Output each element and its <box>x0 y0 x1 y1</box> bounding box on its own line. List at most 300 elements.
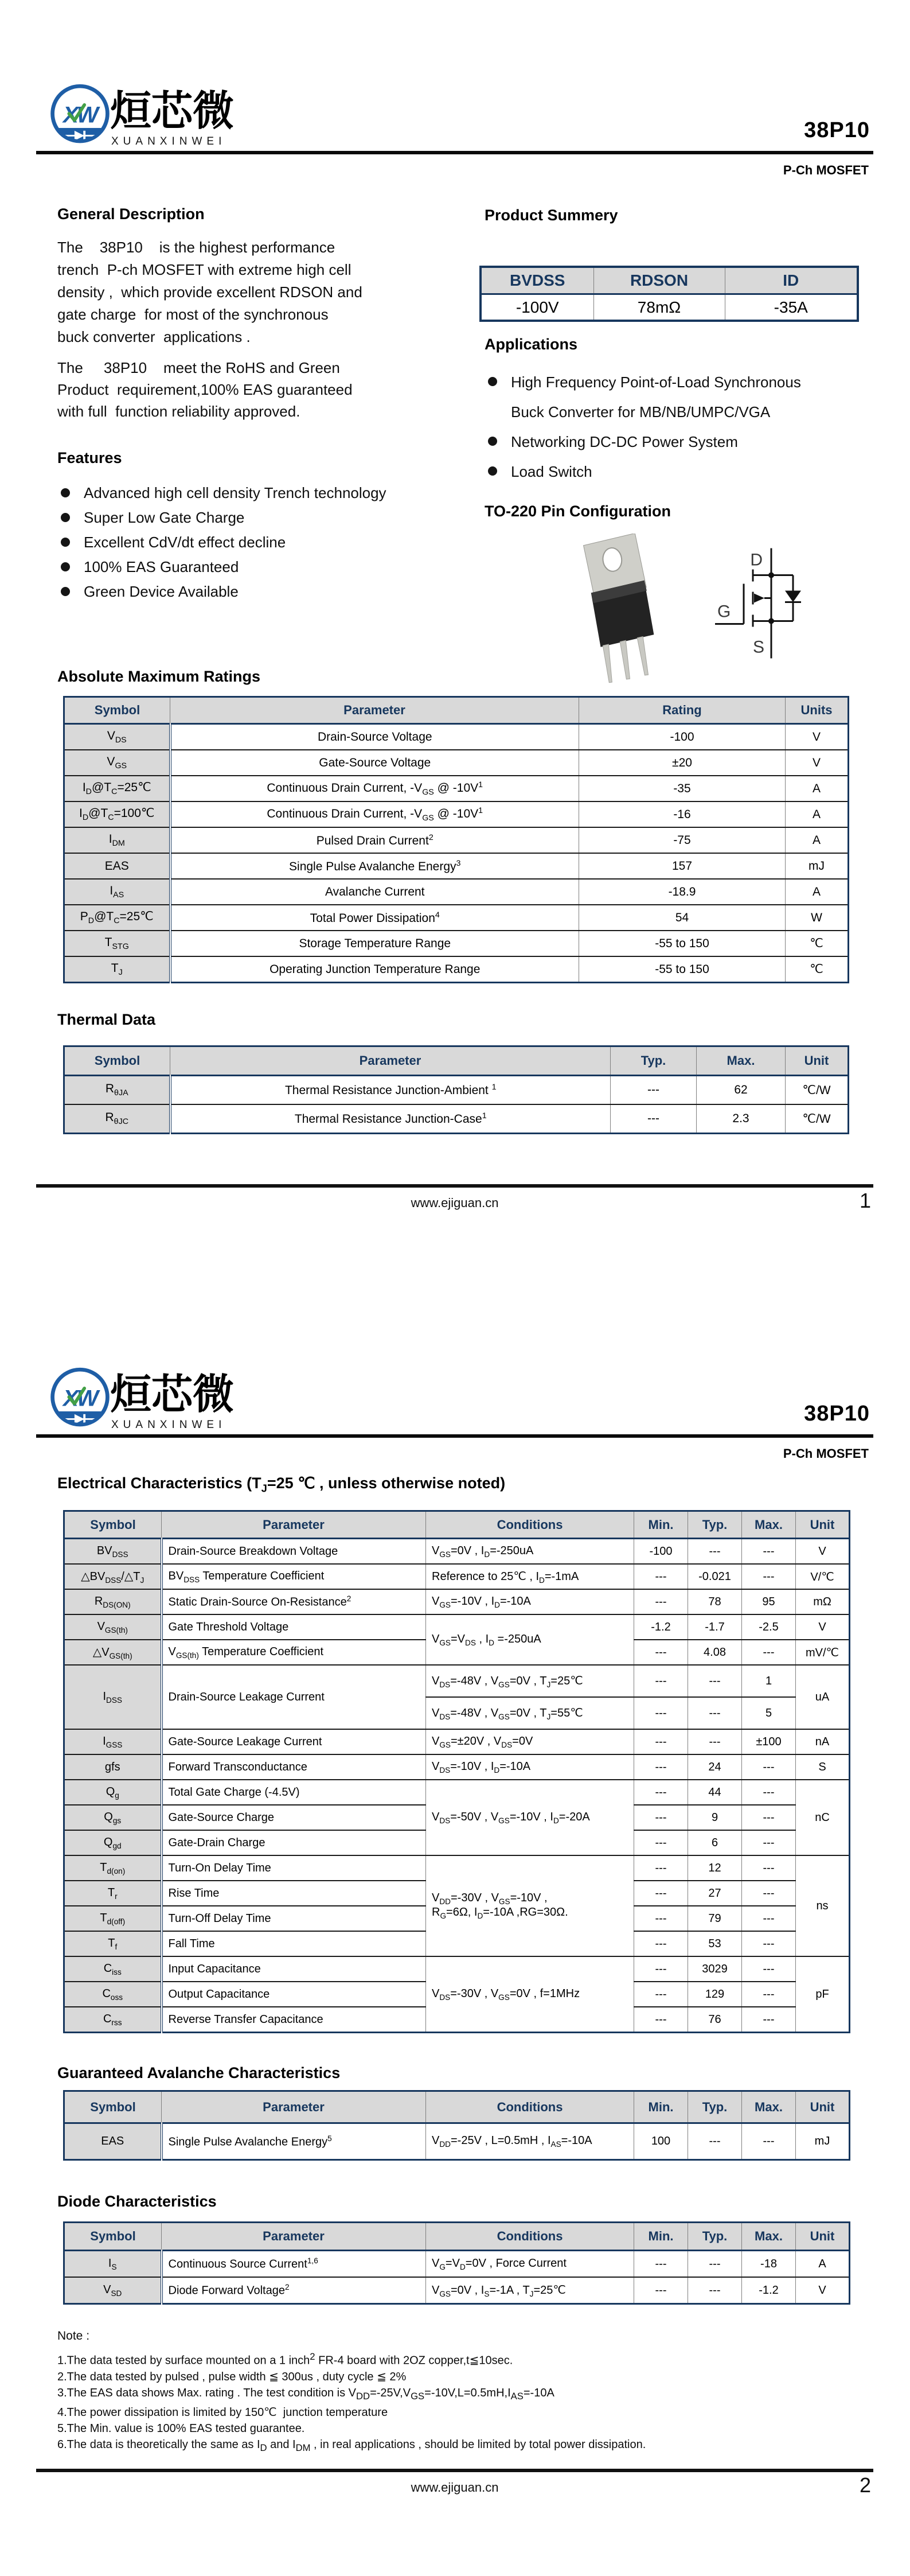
table-cell: Continuous Drain Current, $-V_{GS}$ @ $-10V^1$ <box>170 776 579 801</box>
table-cell: $T_{d(on)}$ <box>64 1855 162 1881</box>
table-cell: Gate-Drain Charge <box>162 1830 426 1855</box>
column-header: Symbol <box>64 1511 162 1539</box>
column-header: Parameter <box>162 2223 426 2251</box>
table-cell: 3029 <box>688 1956 742 1982</box>
table-cell: -55 to 150 <box>579 931 786 956</box>
text-line: Green Device Available <box>84 583 239 600</box>
table-cell: A <box>786 801 849 827</box>
text-line: Networking DC-DC Power System <box>511 433 738 450</box>
table-cell: --- <box>634 1665 688 1697</box>
device-subtitle: P-Ch MOSFET <box>783 163 869 177</box>
table-cell: -35A <box>725 294 858 321</box>
notes-title: Note : <box>57 2329 90 2342</box>
column-header: ID <box>725 267 858 294</box>
table-cell: 5 <box>742 1697 796 1729</box>
table-cell: Drain-Source Leakage Current <box>162 1665 426 1729</box>
table-cell: W <box>786 905 849 931</box>
table-cell: 76 <box>688 2007 742 2033</box>
table-cell: V <box>796 1539 850 1565</box>
note-line: 2.The data tested by pulsed , pulse width ≦ 300us , duty cycle ≦ 2% <box>57 2370 407 2383</box>
table-cell: --- <box>634 1931 688 1956</box>
column-header: Typ. <box>688 2223 742 2251</box>
table-cell: -55 to 150 <box>579 956 786 983</box>
column-header: Symbol <box>64 2223 162 2251</box>
table-cell: 9 <box>688 1805 742 1830</box>
table-cell: nC <box>796 1780 850 1855</box>
column-header: Min. <box>634 1511 688 1539</box>
column-header: Typ. <box>611 1046 697 1076</box>
text-line: The 38P10 meet the RoHS and Green <box>57 359 340 376</box>
table-cell: --- <box>634 1564 688 1589</box>
column-header: Parameter <box>162 2091 426 2123</box>
brand-chinese-text: 烜芯微 <box>110 88 235 134</box>
product-summary-title: Product Summery <box>485 207 618 224</box>
footer-url: www.ejiguan.cn <box>411 2480 499 2495</box>
table-cell: --- <box>688 2123 742 2160</box>
pin-label-gate: G <box>717 602 731 621</box>
text-line: Product requirement,100% EAS guaranteed <box>57 381 353 398</box>
thermal-title: Thermal Data <box>57 1011 156 1028</box>
table-cell: Forward Transconductance <box>162 1754 426 1780</box>
table-cell: $T_{STG}$ <box>64 931 170 956</box>
table-cell: ℃ <box>786 931 849 956</box>
column-header: Conditions <box>426 2091 634 2123</box>
table-cell: --- <box>688 1729 742 1754</box>
text-line: Load Switch <box>511 463 592 480</box>
column-header: Parameter <box>170 1046 611 1076</box>
table-cell: Continuous Drain Current, $-V_{GS}$ @ $-10V^1$ <box>170 801 579 827</box>
device-subtitle: P-Ch MOSFET <box>783 1446 869 1461</box>
table-cell: A <box>796 2251 850 2278</box>
diode-title: Diode Characteristics <box>57 2193 217 2210</box>
table-cell: --- <box>688 1665 742 1697</box>
brand-logo-icon <box>47 1365 113 1433</box>
table-cell: --- <box>688 2251 742 2278</box>
table-cell: --- <box>688 1697 742 1729</box>
table-cell: $P_D@T_C=25℃$ <box>64 905 170 931</box>
electrical-table <box>63 1510 850 2033</box>
table-cell: $V_{DD}=-30V$ , $V_{GS}=-10V$ , $R_G=6\Omega$, $I_D=-10A$ ,RG=30Ω. <box>426 1855 634 1956</box>
text-line: 100% EAS Guaranteed <box>84 558 239 575</box>
table-cell: Drain-Source Breakdown Voltage <box>162 1539 426 1565</box>
column-header: Min. <box>634 2223 688 2251</box>
table-cell: Reference to 25℃ , $I_D=-1mA$ <box>426 1564 634 1589</box>
text-line: with full function reliability approved. <box>57 403 300 420</box>
column-header: BVDSS <box>481 267 593 294</box>
table-cell: Thermal Resistance Junction-Case$^1$ <box>170 1104 611 1134</box>
applications-title: Applications <box>485 336 578 353</box>
table-cell: $\triangle V_{GS(th)}$ <box>64 1640 162 1665</box>
brand-latin-text: XUANXINWEI <box>111 1419 226 1431</box>
column-header: Symbol <box>64 2091 162 2123</box>
table-cell: $I_{DSS}$ <box>64 1665 162 1729</box>
table-cell: ±20 <box>579 750 786 776</box>
column-header: Symbol <box>64 1046 170 1076</box>
table-cell: -18 <box>742 2251 796 2278</box>
list-item <box>485 367 874 427</box>
table-cell: $V_{DD}=-25V$ , L=0.5mH , $I_{AS}=-10A$ <box>426 2123 634 2160</box>
table-cell: $I_{AS}$ <box>64 879 170 905</box>
table-cell: $BV_{DSS}$ <box>64 1539 162 1565</box>
table-cell: --- <box>634 1780 688 1805</box>
table-cell: ns <box>796 1855 850 1956</box>
column-header: Unit <box>796 1511 850 1539</box>
footer-rule <box>36 2469 873 2472</box>
column-header: Symbol <box>64 697 170 724</box>
table-cell: --- <box>634 2277 688 2304</box>
table-cell: --- <box>688 1539 742 1565</box>
table-cell: $R_{\theta JC}$ <box>64 1104 170 1134</box>
column-header: Parameter <box>170 697 579 724</box>
table-cell: $R_{DS(ON)}$ <box>64 1589 162 1614</box>
general-description-title: General Description <box>57 205 205 223</box>
table-cell: 95 <box>742 1589 796 1614</box>
column-header: Unit <box>796 2091 850 2123</box>
table-cell: -35 <box>579 776 786 801</box>
to220-package-photo <box>573 534 662 686</box>
table-cell: --- <box>634 1956 688 1982</box>
table-cell: $V_{GS(th)}$ <box>64 1614 162 1640</box>
table-cell: 78mΩ <box>593 294 725 321</box>
table-cell: $V_{DS}=-30V$ , $V_{GS}=0V$ , f=1MHz <box>426 1956 634 2033</box>
general-description-para-2 <box>57 357 401 422</box>
table-cell: S <box>796 1754 850 1780</box>
table-cell: V/℃ <box>796 1564 850 1589</box>
column-header: Conditions <box>426 1511 634 1539</box>
table-cell: 1 <box>742 1665 796 1697</box>
column-header: Max. <box>697 1046 786 1076</box>
table-cell: $V_{GS}$ <box>64 750 170 776</box>
brand-latin-text: XUANXINWEI <box>111 135 226 147</box>
table-cell: Input Capacitance <box>162 1956 426 1982</box>
column-header: Unit <box>786 1046 849 1076</box>
table-cell: -2.5 <box>742 1614 796 1640</box>
table-cell: --- <box>742 2007 796 2033</box>
table-cell: $V_{SD}$ <box>64 2277 162 2304</box>
list-item <box>57 579 424 604</box>
text-line: Excellent CdV/dt effect decline <box>84 534 286 551</box>
text-line: buck converter applications . <box>57 328 251 345</box>
text-line: gate charge for most of the synchronous <box>57 306 329 323</box>
table-cell: ℃ <box>786 956 849 983</box>
table-cell: $Q_g$ <box>64 1780 162 1805</box>
table-cell: $I_{GSS}$ <box>64 1729 162 1754</box>
table-cell: 129 <box>688 1982 742 2007</box>
part-number-title: 38P10 <box>804 1402 870 1426</box>
table-cell: mJ <box>796 2123 850 2160</box>
table-cell: --- <box>634 1881 688 1906</box>
table-cell: $T_r$ <box>64 1881 162 1906</box>
table-cell: V <box>786 724 849 750</box>
table-cell: --- <box>634 1855 688 1881</box>
table-cell: Static Drain-Source On-Resistance$^2$ <box>162 1589 426 1614</box>
column-header: Conditions <box>426 2223 634 2251</box>
note-line: 6.The data is theoretically the same as $I_D$ and $I_{DM}$ , in real applications , should be limited by total power dissipation. <box>57 2438 646 2453</box>
table-cell: Pulsed Drain Current$^2$ <box>170 827 579 853</box>
column-header: Min. <box>634 2091 688 2123</box>
product-summary-table <box>479 266 859 322</box>
table-cell: --- <box>611 1104 697 1134</box>
general-description-para-1 <box>57 236 401 348</box>
table-cell: --- <box>742 1640 796 1665</box>
electrical-title: Electrical Characteristics ($T_J=25$ ℃ , unless otherwise noted) <box>57 1474 506 1495</box>
table-cell: $I_D@T_C=100℃$ <box>64 801 170 827</box>
header-rule <box>36 151 873 154</box>
table-cell: -100V <box>481 294 593 321</box>
header-rule <box>36 1434 873 1438</box>
table-cell: --- <box>742 1881 796 1906</box>
table-cell: Operating Junction Temperature Range <box>170 956 579 983</box>
table-cell: --- <box>742 1906 796 1931</box>
table-cell: uA <box>796 1665 850 1729</box>
table-cell: gfs <box>64 1754 162 1780</box>
column-header: Parameter <box>162 1511 426 1539</box>
table-cell: Continuous Source Current$^{1,6}$ <box>162 2251 426 2278</box>
table-cell: Avalanche Current <box>170 879 579 905</box>
text-line: Advanced high cell density Trench technology <box>84 484 386 501</box>
column-header: RDSON <box>593 267 725 294</box>
list-item <box>57 481 424 505</box>
table-cell: Reverse Transfer Capacitance <box>162 2007 426 2033</box>
table-cell: 62 <box>697 1076 786 1105</box>
table-cell: EAS <box>64 853 170 879</box>
table-cell: $I_D@T_C=25℃$ <box>64 776 170 801</box>
table-cell: --- <box>742 1564 796 1589</box>
page-number: 2 <box>859 2473 871 2497</box>
table-cell: $T_{d(off)}$ <box>64 1906 162 1931</box>
pin-config-title: TO-220 Pin Configuration <box>485 503 671 520</box>
footer-url: www.ejiguan.cn <box>411 1196 499 1210</box>
table-cell: -1.7 <box>688 1614 742 1640</box>
table-cell: $\triangle BV_{DSS}/\triangle T_J$ <box>64 1564 162 1589</box>
table-cell: 12 <box>688 1855 742 1881</box>
table-cell: Fall Time <box>162 1931 426 1956</box>
table-cell: $V_{DS}=-10V$ , $I_D=-10A$ <box>426 1754 634 1780</box>
table-cell: --- <box>634 1754 688 1780</box>
diode-table <box>63 2221 850 2305</box>
table-cell: ℃/W <box>786 1076 849 1105</box>
table-cell: $I_{DM}$ <box>64 827 170 853</box>
note-line: 5.The Min. value is 100% EAS tested guarantee. <box>57 2422 305 2435</box>
text-line: density , which provide excellent RDSON and <box>57 283 362 301</box>
table-cell: $V_{DS}$ <box>64 724 170 750</box>
text-line: The 38P10 is the highest performance <box>57 239 335 256</box>
table-cell: $V_{DS}=-50V$ , $V_{GS}=-10V$ , $I_D=-20A$ <box>426 1780 634 1855</box>
table-cell: --- <box>742 1830 796 1855</box>
abs-max-title: Absolute Maximum Ratings <box>57 668 261 685</box>
list-item <box>57 555 424 579</box>
table-cell: $T_J$ <box>64 956 170 983</box>
table-cell: --- <box>742 1956 796 1982</box>
table-cell: 27 <box>688 1881 742 1906</box>
mosfet-symbol-diagram <box>702 542 811 666</box>
table-cell: --- <box>634 1805 688 1830</box>
table-cell: --- <box>742 1805 796 1830</box>
table-cell: Diode Forward Voltage$^2$ <box>162 2277 426 2304</box>
svg-text:XW: XW <box>63 1385 97 1411</box>
avalanche-title: Guaranteed Avalanche Characteristics <box>57 2064 341 2081</box>
table-cell: $V_{DS}=-48V$ , $V_{GS}=0V$ , $T_J=55℃$ <box>426 1697 634 1729</box>
table-cell: Storage Temperature Range <box>170 931 579 956</box>
table-cell: $V_{GS}=0V$ , $I_S=-1A$ , $T_J=25℃$ <box>426 2277 634 2304</box>
table-cell: Total Power Dissipation$^4$ <box>170 905 579 931</box>
table-cell: 54 <box>579 905 786 931</box>
table-cell: A <box>786 879 849 905</box>
table-cell: Gate-Source Leakage Current <box>162 1729 426 1754</box>
table-cell: --- <box>634 1697 688 1729</box>
table-cell: 157 <box>579 853 786 879</box>
column-header: Typ. <box>688 2091 742 2123</box>
table-cell: -1.2 <box>634 1614 688 1640</box>
table-cell: 6 <box>688 1830 742 1855</box>
text-line: Super Low Gate Charge <box>84 509 245 526</box>
table-cell: A <box>786 827 849 853</box>
table-cell: --- <box>742 1780 796 1805</box>
table-cell: $C_{iss}$ <box>64 1956 162 1982</box>
table-cell: $V_{GS(th)}$ Temperature Coefficient <box>162 1640 426 1665</box>
note-line: 3.The EAS data shows Max. rating . The test condition is $V_{DD}=-25V,V_{GS}=-10V,L=0.5mH,I_{AS}=-10A$ <box>57 2386 554 2402</box>
list-item <box>57 505 424 530</box>
applications-list <box>485 367 874 487</box>
table-cell: --- <box>742 1754 796 1780</box>
table-cell: $V_{GS}=V_{DS}$ , $I_D =-250uA$ <box>426 1614 634 1665</box>
table-cell: --- <box>742 1539 796 1565</box>
text-line: trench P-ch MOSFET with extreme high cell <box>57 261 351 278</box>
table-cell: V <box>796 2277 850 2304</box>
table-cell: $V_{GS}=-10V$ , $I_D=-10A$ <box>426 1589 634 1614</box>
table-cell: Rise Time <box>162 1881 426 1906</box>
table-cell: mV/℃ <box>796 1640 850 1665</box>
table-cell: -0.021 <box>688 1564 742 1589</box>
notes-list <box>57 2349 849 2456</box>
table-cell: Total Gate Charge (-4.5V) <box>162 1780 426 1805</box>
table-cell: -100 <box>579 724 786 750</box>
text-line: High Frequency Point-of-Load Synchronous <box>511 373 801 391</box>
list-item <box>57 530 424 555</box>
table-cell: --- <box>634 2007 688 2033</box>
avalanche-table <box>63 2090 850 2161</box>
table-cell: 100 <box>634 2123 688 2160</box>
table-cell: -18.9 <box>579 879 786 905</box>
table-cell: 2.3 <box>697 1104 786 1134</box>
features-title: Features <box>57 449 122 466</box>
column-header: Max. <box>742 2091 796 2123</box>
table-cell: --- <box>634 1729 688 1754</box>
column-header: Max. <box>742 2223 796 2251</box>
table-cell: --- <box>634 2251 688 2278</box>
table-cell: pF <box>796 1956 850 2033</box>
table-cell: $BV_{DSS}$ Temperature Coefficient <box>162 1564 426 1589</box>
table-cell: --- <box>611 1076 697 1105</box>
table-cell: $T_f$ <box>64 1931 162 1956</box>
table-cell: Turn-On Delay Time <box>162 1855 426 1881</box>
table-cell: --- <box>634 1982 688 2007</box>
brand-logo-icon <box>47 81 113 149</box>
table-cell: 44 <box>688 1780 742 1805</box>
column-header: Typ. <box>688 1511 742 1539</box>
table-cell: Gate-Source Voltage <box>170 750 579 776</box>
features-list <box>57 481 424 604</box>
table-cell: 53 <box>688 1931 742 1956</box>
table-cell: $V_{DS}=-48V$ , $V_{GS}=0V$ , $T_J=25℃$ <box>426 1665 634 1697</box>
table-cell: --- <box>634 1640 688 1665</box>
table-cell: --- <box>634 1589 688 1614</box>
table-cell: Turn-Off Delay Time <box>162 1906 426 1931</box>
abs-max-table <box>63 696 849 983</box>
table-cell: -100 <box>634 1539 688 1565</box>
table-cell: ℃/W <box>786 1104 849 1134</box>
page-number: 1 <box>859 1189 871 1212</box>
list-item <box>485 427 874 457</box>
table-cell: --- <box>742 1982 796 2007</box>
table-cell: $Q_{gd}$ <box>64 1830 162 1855</box>
column-header: Rating <box>579 697 786 724</box>
table-cell: --- <box>688 2277 742 2304</box>
pin-label-source: S <box>752 637 764 657</box>
table-cell: $V_G=V_D=0V$ , Force Current <box>426 2251 634 2278</box>
thermal-table <box>63 1045 849 1134</box>
footer-rule <box>36 1184 873 1188</box>
table-cell: Thermal Resistance Junction-Ambient $^1$ <box>170 1076 611 1105</box>
table-cell: --- <box>634 1830 688 1855</box>
column-header: Units <box>786 697 849 724</box>
table-cell: $R_{\theta JA}$ <box>64 1076 170 1105</box>
table-cell: -16 <box>579 801 786 827</box>
table-cell: --- <box>742 1855 796 1881</box>
table-cell: Drain-Source Voltage <box>170 724 579 750</box>
table-cell: $V_{GS}=\pm 20V$ , $V_{DS}=0V$ <box>426 1729 634 1754</box>
pin-label-drain: D <box>750 550 763 570</box>
table-cell: --- <box>742 2123 796 2160</box>
table-cell: 24 <box>688 1754 742 1780</box>
table-cell: $C_{rss}$ <box>64 2007 162 2033</box>
table-cell: --- <box>634 1906 688 1931</box>
column-header: Max. <box>742 1511 796 1539</box>
table-cell: A <box>786 776 849 801</box>
text-line: Buck Converter for MB/NB/UMPC/VGA <box>511 403 771 421</box>
table-cell: Output Capacitance <box>162 1982 426 2007</box>
table-cell: Gate-Source Charge <box>162 1805 426 1830</box>
brand-chinese-text: 烜芯微 <box>110 1372 235 1418</box>
table-cell: $V_{GS}=0V$ , $I_D=-250uA$ <box>426 1539 634 1565</box>
svg-text:XW: XW <box>63 102 97 128</box>
table-cell: EAS <box>64 2123 162 2160</box>
table-cell: Gate Threshold Voltage <box>162 1614 426 1640</box>
table-cell: ±100 <box>742 1729 796 1754</box>
table-cell: V <box>796 1614 850 1640</box>
note-line: 1.The data tested by surface mounted on a 1 inch$^2$ FR-4 board with 2OZ copper,t≦10sec. <box>57 2351 513 2367</box>
table-cell: -75 <box>579 827 786 853</box>
table-cell: $C_{oss}$ <box>64 1982 162 2007</box>
table-cell: V <box>786 750 849 776</box>
table-cell: Single Pulse Avalanche Energy$^5$ <box>162 2123 426 2160</box>
table-cell: $I_S$ <box>64 2251 162 2278</box>
table-cell: mJ <box>786 853 849 879</box>
table-cell: Single Pulse Avalanche Energy$^3$ <box>170 853 579 879</box>
table-cell: -1.2 <box>742 2277 796 2304</box>
table-cell: 79 <box>688 1906 742 1931</box>
table-cell: nA <box>796 1729 850 1754</box>
list-item <box>485 457 874 487</box>
table-cell: mΩ <box>796 1589 850 1614</box>
note-line: 4.The power dissipation is limited by 150℃ junction temperature <box>57 2406 388 2419</box>
table-cell: 4.08 <box>688 1640 742 1665</box>
table-cell: --- <box>742 1931 796 1956</box>
table-cell: $Q_{gs}$ <box>64 1805 162 1830</box>
column-header: Unit <box>796 2223 850 2251</box>
table-cell: 78 <box>688 1589 742 1614</box>
part-number-title: 38P10 <box>804 118 870 142</box>
